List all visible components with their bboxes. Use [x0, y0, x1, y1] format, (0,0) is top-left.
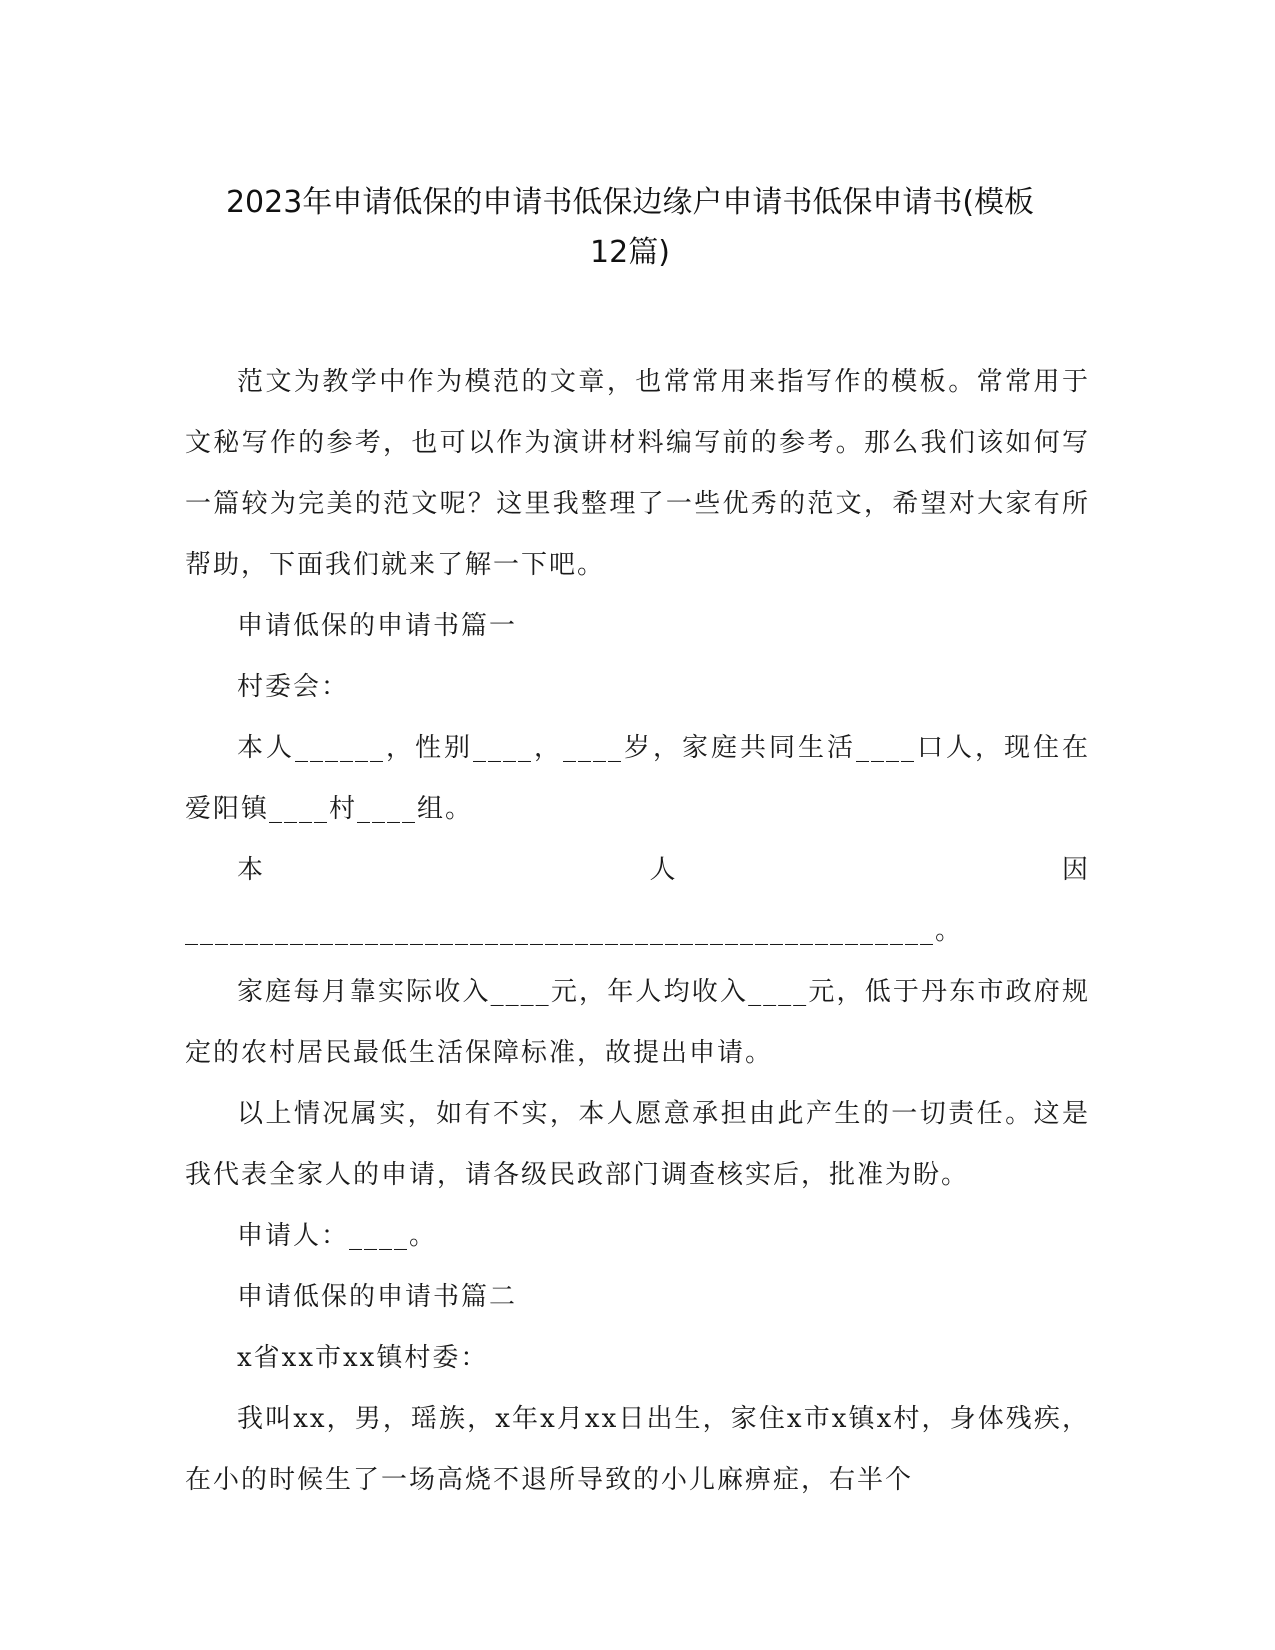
salutation-2: x省xx市xx镇村委：: [237, 1343, 489, 1373]
income-paragraph: 家庭每月靠实际收入____元，年人均收入____元，低于丹东市政府规定的农村居民最低生活保障标准，故提出申请。: [185, 977, 1090, 1068]
section-heading-2: 申请低保的申请书篇二: [237, 1282, 518, 1312]
salutation-1: 村委会：: [237, 672, 350, 702]
title-line-1: 2023年申请低保的申请书低保边缘户申请书低保申请书(模板: [225, 185, 1035, 220]
declaration-paragraph: 以上情况属实，如有不实，本人愿意承担由此产生的一切责任。这是我代表全家人的申请，请各级民政部门调查核实后，批准为盼。: [185, 1099, 1090, 1190]
document-title: [180, 178, 1080, 278]
reason-paragraph: 本人因__________________________________________________。: [185, 855, 1090, 946]
document-body: [185, 352, 1090, 1511]
applicant-signature: 申请人：____。: [237, 1221, 438, 1251]
title-line-2: 12篇): [590, 235, 670, 270]
applicant-info-paragraph: 本人______，性别____，____岁，家庭共同生活____口人，现住在爱阳镇____村____组。: [185, 733, 1090, 824]
personal-background-paragraph: 我叫xx，男，瑶族，x年x月xx日出生，家住x市x镇x村，身体残疾，在小的时候生了一场高烧不退所导致的小儿麻痹症，右半个: [185, 1404, 1090, 1495]
section-heading-1: 申请低保的申请书篇一: [237, 611, 518, 641]
intro-paragraph: 范文为教学中作为模范的文章，也常常用来指写作的模板。常常用于文秘写作的参考，也可以作为演讲材料编写前的参考。那么我们该如何写一篇较为完美的范文呢？这里我整理了一些优秀的范文，希望对大家有所帮助，下面我们就来了解一下吧。: [185, 367, 1090, 580]
